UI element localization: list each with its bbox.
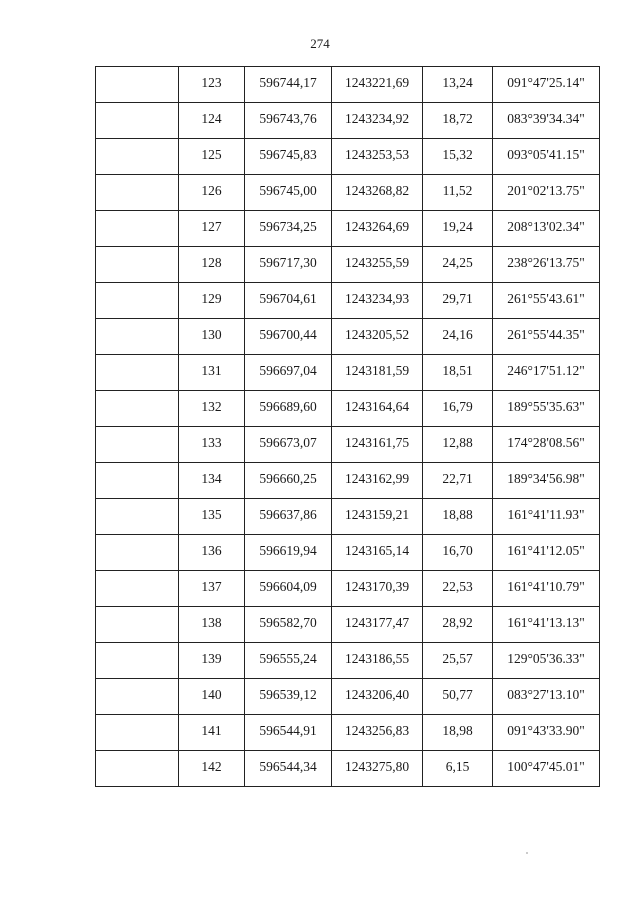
blank-cell [96,427,179,463]
x-coordinate-cell: 596673,07 [245,427,332,463]
y-coordinate-cell: 1243253,53 [332,139,423,175]
table-row [96,679,600,715]
table-row [96,463,600,499]
y-coordinate-cell: 1243162,99 [332,463,423,499]
table-row [96,247,600,283]
table-row [96,571,600,607]
y-coordinate-cell: 1243170,39 [332,571,423,607]
table-row [96,211,600,247]
length-cell: 12,88 [423,427,493,463]
point-number-cell: 123 [179,67,245,103]
table-row [96,355,600,391]
y-coordinate-cell: 1243161,75 [332,427,423,463]
y-coordinate-cell: 1243256,83 [332,715,423,751]
point-number-cell: 141 [179,715,245,751]
length-cell: 13,24 [423,67,493,103]
direction-angle-cell: 174°28'08.56" [493,427,600,463]
direction-angle-cell: 093°05'41.15" [493,139,600,175]
point-number-cell: 137 [179,571,245,607]
point-number-cell: 125 [179,139,245,175]
x-coordinate-cell: 596539,12 [245,679,332,715]
table-row [96,535,600,571]
y-coordinate-cell: 1243275,80 [332,751,423,787]
direction-angle-cell: 161°41'11.93" [493,499,600,535]
blank-cell [96,607,179,643]
point-number-cell: 129 [179,283,245,319]
blank-cell [96,67,179,103]
direction-angle-cell: 161°41'13.13" [493,607,600,643]
blank-cell [96,283,179,319]
point-number-cell: 132 [179,391,245,427]
coordinates-table-body [96,67,600,787]
x-coordinate-cell: 596637,86 [245,499,332,535]
y-coordinate-cell: 1243186,55 [332,643,423,679]
table-row [96,67,600,103]
length-cell: 50,77 [423,679,493,715]
table-row [96,499,600,535]
direction-angle-cell: 083°39'34.34" [493,103,600,139]
table-row [96,643,600,679]
point-number-cell: 131 [179,355,245,391]
table-row [96,103,600,139]
point-number-cell: 130 [179,319,245,355]
length-cell: 18,98 [423,715,493,751]
blank-cell [96,715,179,751]
direction-angle-cell: 189°55'35.63" [493,391,600,427]
direction-angle-cell: 261°55'44.35" [493,319,600,355]
y-coordinate-cell: 1243164,64 [332,391,423,427]
x-coordinate-cell: 596704,61 [245,283,332,319]
direction-angle-cell: 189°34'56.98" [493,463,600,499]
table-row [96,391,600,427]
scan-speck [526,852,528,854]
x-coordinate-cell: 596717,30 [245,247,332,283]
point-number-cell: 140 [179,679,245,715]
length-cell: 28,92 [423,607,493,643]
point-number-cell: 133 [179,427,245,463]
y-coordinate-cell: 1243264,69 [332,211,423,247]
x-coordinate-cell: 596660,25 [245,463,332,499]
length-cell: 18,72 [423,103,493,139]
length-cell: 18,88 [423,499,493,535]
blank-cell [96,319,179,355]
length-cell: 22,53 [423,571,493,607]
direction-angle-cell: 083°27'13.10" [493,679,600,715]
length-cell: 15,32 [423,139,493,175]
x-coordinate-cell: 596689,60 [245,391,332,427]
blank-cell [96,751,179,787]
x-coordinate-cell: 596619,94 [245,535,332,571]
x-coordinate-cell: 596745,00 [245,175,332,211]
direction-angle-cell: 129°05'36.33" [493,643,600,679]
coordinates-table [95,66,600,787]
y-coordinate-cell: 1243205,52 [332,319,423,355]
x-coordinate-cell: 596555,24 [245,643,332,679]
y-coordinate-cell: 1243165,14 [332,535,423,571]
length-cell: 29,71 [423,283,493,319]
blank-cell [96,643,179,679]
direction-angle-cell: 246°17'51.12" [493,355,600,391]
direction-angle-cell: 091°47'25.14" [493,67,600,103]
y-coordinate-cell: 1243159,21 [332,499,423,535]
table-row [96,751,600,787]
table-row [96,175,600,211]
length-cell: 6,15 [423,751,493,787]
table-row [96,427,600,463]
y-coordinate-cell: 1243221,69 [332,67,423,103]
x-coordinate-cell: 596544,34 [245,751,332,787]
x-coordinate-cell: 596604,09 [245,571,332,607]
blank-cell [96,391,179,427]
table-row [96,607,600,643]
length-cell: 16,70 [423,535,493,571]
point-number-cell: 126 [179,175,245,211]
length-cell: 24,25 [423,247,493,283]
length-cell: 18,51 [423,355,493,391]
y-coordinate-cell: 1243177,47 [332,607,423,643]
blank-cell [96,535,179,571]
x-coordinate-cell: 596697,04 [245,355,332,391]
table-row [96,715,600,751]
length-cell: 11,52 [423,175,493,211]
blank-cell [96,355,179,391]
point-number-cell: 135 [179,499,245,535]
blank-cell [96,139,179,175]
length-cell: 25,57 [423,643,493,679]
direction-angle-cell: 100°47'45.01" [493,751,600,787]
point-number-cell: 136 [179,535,245,571]
length-cell: 24,16 [423,319,493,355]
direction-angle-cell: 238°26'13.75" [493,247,600,283]
point-number-cell: 138 [179,607,245,643]
blank-cell [96,103,179,139]
direction-angle-cell: 091°43'33.90" [493,715,600,751]
blank-cell [96,463,179,499]
point-number-cell: 142 [179,751,245,787]
blank-cell [96,175,179,211]
x-coordinate-cell: 596745,83 [245,139,332,175]
table-row [96,139,600,175]
page-number: 274 [310,36,330,51]
length-cell: 22,71 [423,463,493,499]
x-coordinate-cell: 596743,76 [245,103,332,139]
y-coordinate-cell: 1243181,59 [332,355,423,391]
direction-angle-cell: 201°02'13.75" [493,175,600,211]
y-coordinate-cell: 1243255,59 [332,247,423,283]
point-number-cell: 139 [179,643,245,679]
direction-angle-cell: 161°41'12.05" [493,535,600,571]
direction-angle-cell: 208°13'02.34" [493,211,600,247]
blank-cell [96,679,179,715]
direction-angle-cell: 261°55'43.61" [493,283,600,319]
x-coordinate-cell: 596544,91 [245,715,332,751]
length-cell: 19,24 [423,211,493,247]
x-coordinate-cell: 596582,70 [245,607,332,643]
table-row [96,283,600,319]
blank-cell [96,211,179,247]
y-coordinate-cell: 1243206,40 [332,679,423,715]
length-cell: 16,79 [423,391,493,427]
y-coordinate-cell: 1243234,92 [332,103,423,139]
point-number-cell: 128 [179,247,245,283]
direction-angle-cell: 161°41'10.79" [493,571,600,607]
y-coordinate-cell: 1243234,93 [332,283,423,319]
point-number-cell: 127 [179,211,245,247]
x-coordinate-cell: 596700,44 [245,319,332,355]
x-coordinate-cell: 596734,25 [245,211,332,247]
x-coordinate-cell: 596744,17 [245,67,332,103]
blank-cell [96,571,179,607]
point-number-cell: 124 [179,103,245,139]
point-number-cell: 134 [179,463,245,499]
y-coordinate-cell: 1243268,82 [332,175,423,211]
blank-cell [96,247,179,283]
table-row [96,319,600,355]
blank-cell [96,499,179,535]
